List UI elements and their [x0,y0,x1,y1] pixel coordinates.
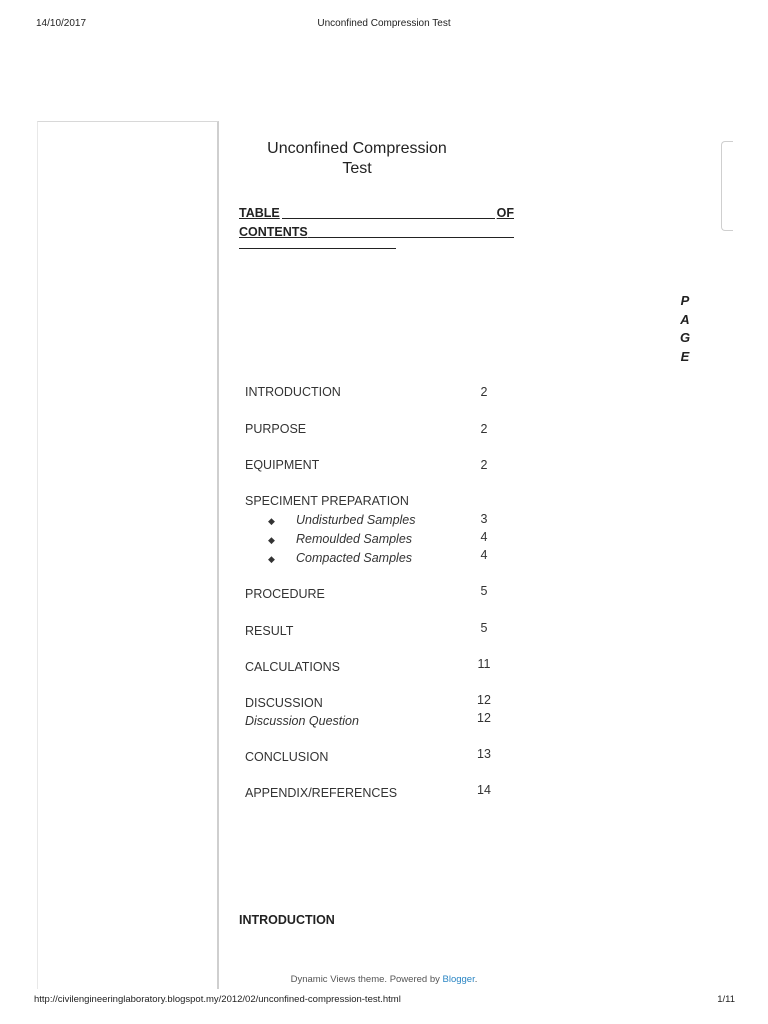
toc-label-equipment: EQUIPMENT [245,458,320,472]
toc-label-undisturbed: Undisturbed Samples [296,513,416,527]
footer-credit-suffix: . [474,974,478,985]
toc-heading [239,204,514,249]
print-page-number: 1/11 [717,994,735,1005]
print-url: http://civilengineeringlaboratory.blogspot.my/2012/02/unconfined-compression-test.html [34,994,401,1005]
toc-page-purpose: 2 [480,422,488,436]
sidebar-panel [37,121,219,989]
footer-credit [0,974,768,985]
page-letter-a: A [680,311,690,327]
toc-page-appendix-references: 14 [477,783,491,797]
toc-heading-of: OF [496,206,514,220]
toc-heading-line1 [239,204,514,223]
toc-label-compacted: Compacted Samples [296,551,413,565]
document-title [238,139,476,179]
toc-page-remoulded: 4 [480,530,488,544]
print-date: 14/10/2017 [36,18,87,29]
print-title: Unconfined Compression Test [317,18,451,29]
diamond-bullet-icon: ◆ [268,554,275,564]
page-letter-p: P [680,293,690,308]
toc-label-introduction: INTRODUCTION [245,385,341,399]
introduction-heading: INTRODUCTION [239,913,335,927]
document-title-line1: Unconfined Compression [267,140,447,157]
footer-credit-prefix: Dynamic Views theme. Powered by [290,974,443,985]
toc-page-conclusion: 13 [477,747,491,761]
toc-heading-table: TABLE [239,206,280,220]
toc-label-discussion-question: Discussion Question [245,714,359,728]
toc-heading-rule [239,248,396,249]
toc-page-introduction: 2 [480,385,488,399]
blogger-link[interactable]: Blogger [442,974,475,985]
toc-label-discussion: DISCUSSION [245,696,323,710]
page-letter-e: E [680,348,690,364]
toc-page-result: 5 [480,621,488,635]
toc-page-undisturbed: 3 [480,512,488,526]
diamond-bullet-icon: ◆ [268,535,275,545]
diamond-bullet-icon: ◆ [268,516,275,526]
toc-sub-compacted [268,551,412,565]
toc-page-procedure: 5 [480,584,488,598]
toc-label-calculations: CALCULATIONS [245,660,340,674]
toc-label-procedure: PROCEDURE [245,587,325,601]
toc-page-calculations: 11 [477,657,491,671]
toc-page-discussion-question: 12 [477,711,491,725]
side-tab-handle[interactable] [721,141,733,231]
toc-label-purpose: PURPOSE [245,422,307,436]
toc-page-discussion: 12 [477,693,491,707]
toc-page-compacted: 4 [480,548,488,562]
page-column-label [678,292,692,366]
toc-sub-remoulded [268,532,412,546]
toc-label-speciment-preparation: SPECIMENT PREPARATION [245,494,409,508]
toc-heading-contents: CONTENTS [239,225,308,239]
page-letter-g: G [679,330,691,345]
toc-heading-line2 [239,223,514,242]
toc-sub-undisturbed [268,513,416,527]
toc-label-result: RESULT [245,624,294,638]
toc-label-appendix-references: APPENDIX/REFERENCES [245,786,398,800]
toc-page-equipment: 2 [480,458,488,472]
toc-label-remoulded: Remoulded Samples [296,532,413,546]
document-title-line2: Test [342,160,372,177]
toc-label-conclusion: CONCLUSION [245,750,329,764]
